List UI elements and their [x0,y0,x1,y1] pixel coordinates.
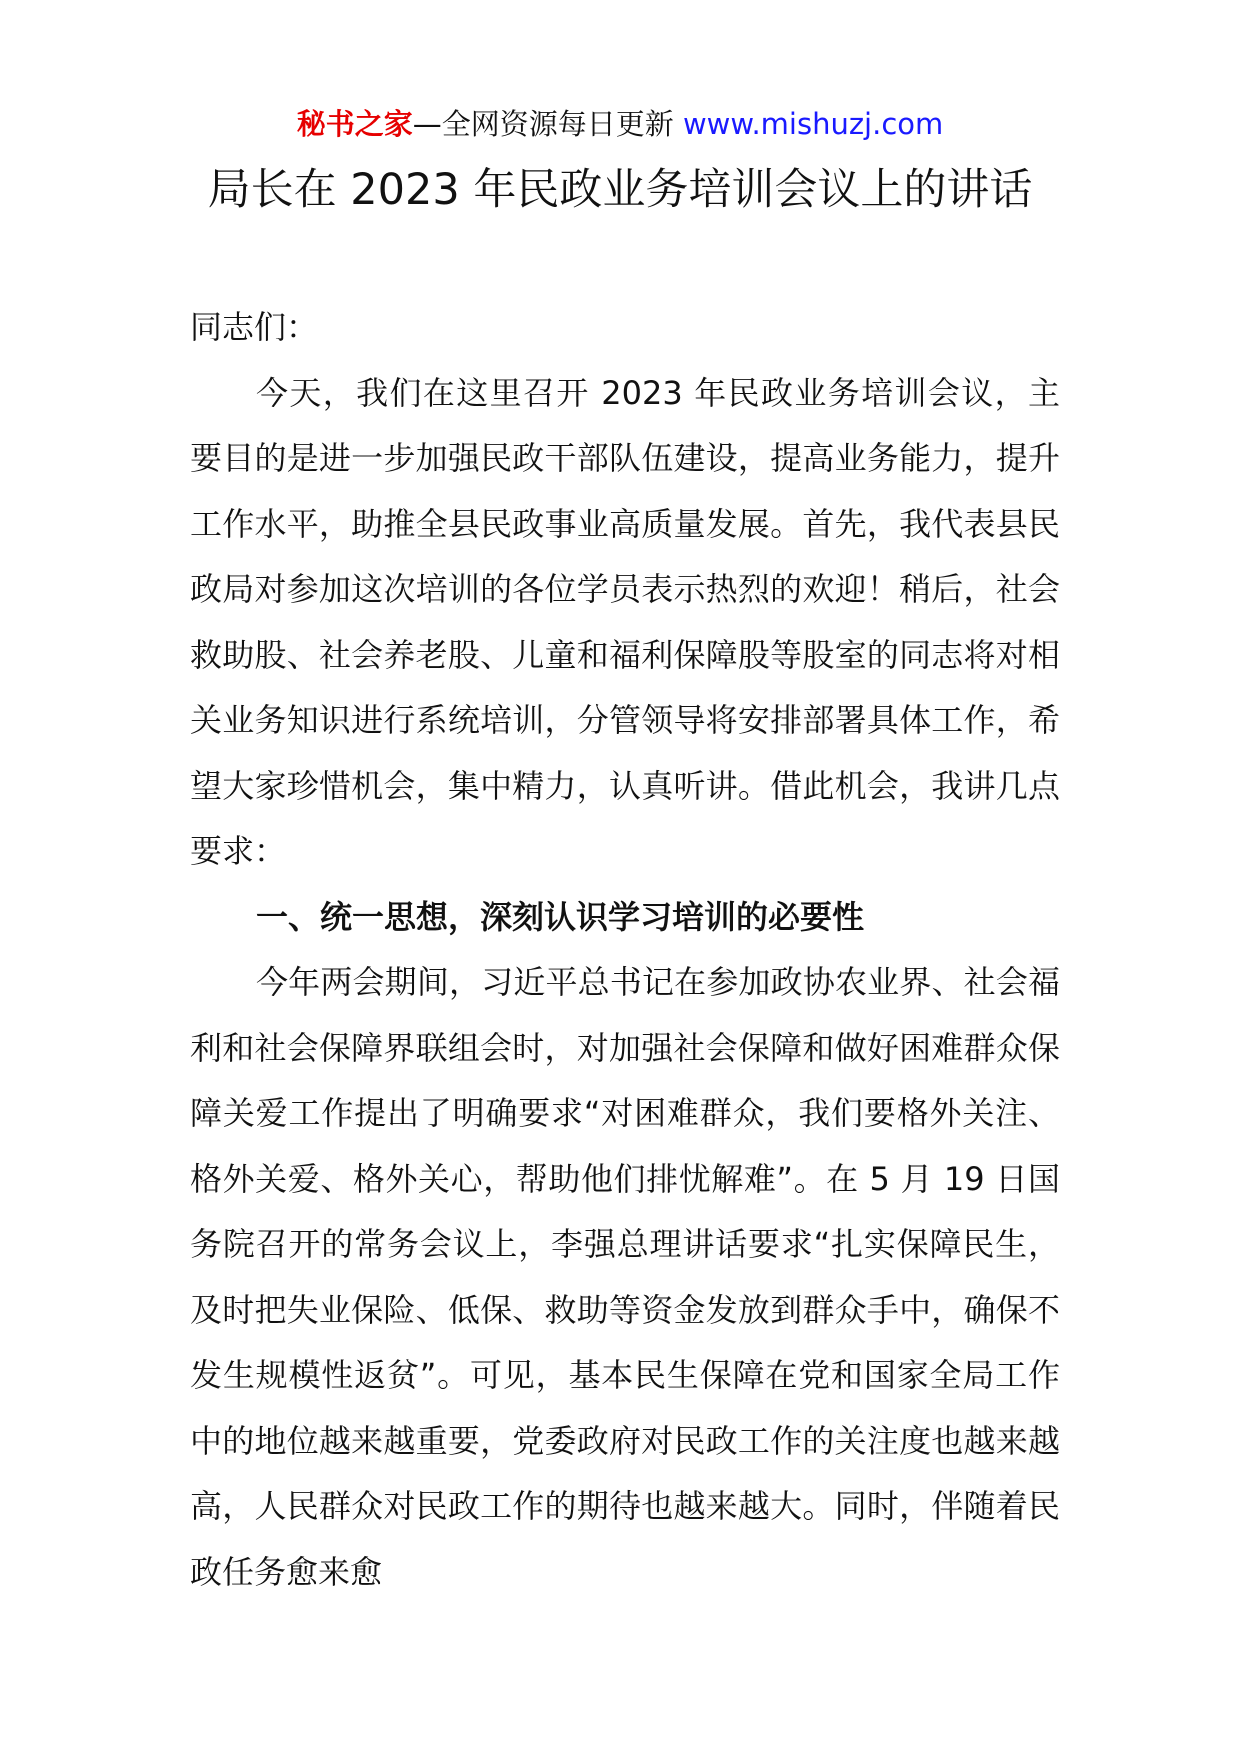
brand-name: 秘书之家 [296,107,413,141]
salutation: 同志们： [190,308,319,346]
opening-paragraph: 今天，我们在这里召开 2023 年民政业务培训会议，主要目的是进一步加强民政干部队伍建设，提高业务能力，提升工作水平，助推全县民政事业高质量发展。首先，我代表县民政局对参加这次培训的各位学员表示热烈的欢迎！稍后，社会救助股、社会养老股、儿童和福利保障股等股室的同志将对相关业务知识进行系统培训，分管领导将安排部署具体工作，希望大家珍惜机会，集中精力，认真听讲。借此机会，我讲几点要求： [190,373,1060,870]
banner-tagline: —全网资源每日更新 [412,107,683,141]
website-link[interactable]: www.mishuzj.com [682,107,944,141]
document-body [190,295,1060,1605]
document-title: 局长在 2023 年民政业务培训会议上的讲话 [207,165,1033,215]
site-banner [0,104,1240,144]
section-heading-1: 一、统一思想，深刻认识学习培训的必要性 [256,897,865,936]
body-paragraph: 今年两会期间，习近平总书记在参加政协农业界、社会福利和社会保障界联组会时，对加强社会保障和做好困难群众保障关爱工作提出了明确要求“对困难群众，我们要格外关注、格外关爱、格外关心，帮助他们排忧解难”。在 5 月 19 日国务院召开的常务会议上，李强总理讲话要求“扎实保障民生，及时把失业保险、低保、救助等资金发放到群众手中，确保不发生规模性返贫”。可见，基本民生保障在党和国家全局工作中的地位越来越重要，党委政府对民政工作的关注度也越来越高，人民群众对民政工作的期待也越来越大。同时，伴随着民政任务愈来愈 [190,963,1060,1591]
